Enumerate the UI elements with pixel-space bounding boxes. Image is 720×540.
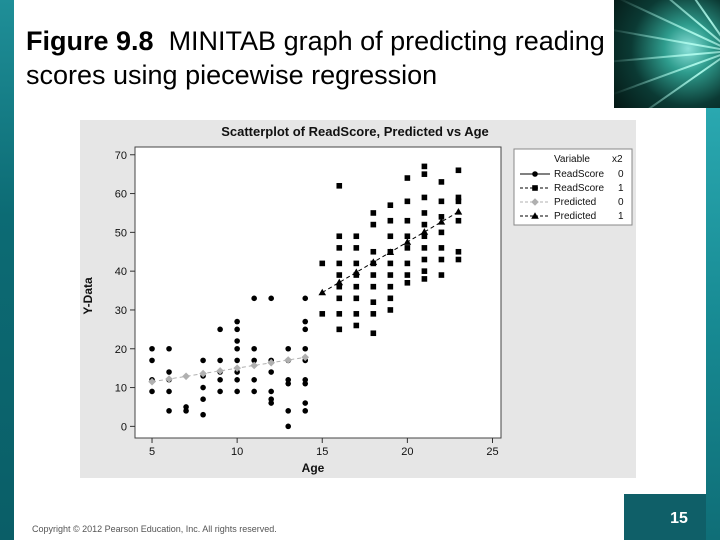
readscore-x2-1-point <box>336 233 342 239</box>
readscore-x2-1-point <box>371 311 377 317</box>
y-tick-label: 40 <box>114 266 127 279</box>
slide-left-accent-bar <box>0 0 14 540</box>
readscore-x2-1-point <box>319 311 325 317</box>
readscore-x2-0-point <box>285 408 291 414</box>
readscore-x2-1-point <box>422 276 428 282</box>
chart-title: Scatterplot of ReadScore, Predicted vs Age <box>221 124 489 139</box>
y-tick-label: 60 <box>114 188 127 201</box>
x-tick-label: 15 <box>316 446 329 458</box>
slide-title <box>26 24 606 92</box>
plot-area <box>135 147 501 438</box>
readscore-x2-1-point <box>388 284 394 290</box>
slide-right-accent-bar <box>706 108 720 540</box>
readscore-x2-1-point <box>405 233 411 239</box>
readscore-x2-0-point <box>251 346 257 352</box>
readscore-x2-1-point <box>371 299 377 305</box>
legend-marker-square <box>532 185 538 191</box>
readscore-x2-0-point <box>268 369 274 375</box>
readscore-x2-1-point <box>336 261 342 267</box>
readscore-x2-0-point <box>285 381 291 387</box>
readscore-x2-0-point <box>217 327 223 333</box>
y-tick-label: 20 <box>114 343 127 356</box>
legend-header-x2: x2 <box>612 154 623 165</box>
readscore-x2-0-point <box>217 389 223 395</box>
legend-entry-x2: 0 <box>618 169 624 180</box>
readscore-x2-1-point <box>371 330 377 336</box>
x-axis-label: Age <box>301 461 325 475</box>
legend-entry-x2: 1 <box>618 183 624 194</box>
readscore-x2-0-point <box>234 358 240 364</box>
readscore-x2-0-point <box>268 389 274 395</box>
readscore-x2-1-point <box>439 199 445 205</box>
readscore-x2-0-point <box>234 327 240 333</box>
readscore-x2-0-point <box>234 346 240 352</box>
readscore-x2-1-point <box>456 257 462 263</box>
readscore-x2-1-point <box>456 218 462 224</box>
readscore-x2-1-point <box>422 268 428 274</box>
readscore-x2-1-point <box>354 296 360 302</box>
readscore-x2-1-point <box>456 167 462 173</box>
readscore-x2-0-point <box>251 377 257 383</box>
x-tick-label: 10 <box>231 446 244 458</box>
readscore-x2-0-point <box>217 377 223 383</box>
readscore-x2-0-point <box>302 408 308 414</box>
readscore-x2-1-point <box>371 210 377 216</box>
x-tick-label: 5 <box>148 446 156 458</box>
readscore-x2-1-point <box>336 311 342 317</box>
readscore-x2-1-point <box>422 257 428 263</box>
readscore-x2-0-point <box>200 396 206 402</box>
legend-entry-label: ReadScore <box>554 169 605 180</box>
readscore-x2-1-point <box>354 261 360 267</box>
chart-panel <box>80 120 636 478</box>
readscore-x2-1-point <box>388 202 394 208</box>
legend-header-variable: Variable <box>554 154 590 165</box>
readscore-x2-0-point <box>149 389 155 395</box>
readscore-x2-0-point <box>251 389 257 395</box>
readscore-x2-0-point <box>302 327 308 333</box>
readscore-x2-0-point <box>234 338 240 344</box>
readscore-x2-1-point <box>354 284 360 290</box>
readscore-x2-0-point <box>166 389 172 395</box>
y-tick-label: 30 <box>114 304 127 317</box>
readscore-x2-1-point <box>354 245 360 251</box>
readscore-x2-1-point <box>388 233 394 239</box>
readscore-x2-1-point <box>354 323 360 329</box>
readscore-x2-0-point <box>200 358 206 364</box>
readscore-x2-1-point <box>405 261 411 267</box>
y-tick-label: 70 <box>114 149 127 162</box>
readscore-x2-0-point <box>234 389 240 395</box>
corner-decorative-image <box>614 0 720 108</box>
readscore-x2-1-point <box>422 171 428 177</box>
readscore-x2-0-point <box>302 400 308 406</box>
chart-legend <box>514 149 632 225</box>
readscore-x2-1-point <box>371 222 377 228</box>
readscore-x2-1-point <box>388 261 394 267</box>
readscore-x2-1-point <box>388 307 394 313</box>
readscore-x2-0-point <box>166 346 172 352</box>
x-tick-label: 25 <box>486 446 499 458</box>
legend-entry-label: ReadScore <box>554 183 605 194</box>
readscore-x2-1-point <box>422 222 428 228</box>
readscore-x2-1-point <box>422 164 428 170</box>
readscore-x2-0-point <box>166 369 172 375</box>
readscore-x2-0-point <box>285 346 291 352</box>
readscore-x2-1-point <box>405 199 411 205</box>
legend-entry-x2: 1 <box>618 211 624 222</box>
readscore-x2-1-point <box>371 284 377 290</box>
readscore-x2-0-point <box>149 346 155 352</box>
readscore-x2-1-point <box>388 296 394 302</box>
readscore-x2-1-point <box>371 272 377 278</box>
readscore-x2-1-point <box>422 245 428 251</box>
scatterplot-chart <box>80 120 636 478</box>
y-tick-label: 0 <box>120 421 127 434</box>
readscore-x2-1-point <box>439 230 445 236</box>
readscore-x2-1-point <box>388 272 394 278</box>
readscore-x2-1-point <box>405 218 411 224</box>
page-number: 15 <box>670 510 688 527</box>
readscore-x2-0-point <box>149 358 155 364</box>
readscore-x2-0-point <box>285 424 291 430</box>
figure-number: Figure 9.8 <box>26 26 154 56</box>
legend-entry-label: Predicted <box>554 197 597 208</box>
x-tick-label: 20 <box>401 446 414 458</box>
readscore-x2-0-point <box>268 400 274 406</box>
readscore-x2-0-point <box>200 412 206 418</box>
copyright-notice: Copyright © 2012 Pearson Education, Inc. All rights reserved. <box>32 524 277 534</box>
readscore-x2-1-point <box>336 327 342 333</box>
readscore-x2-0-point <box>183 408 189 414</box>
readscore-x2-0-point <box>200 385 206 391</box>
readscore-x2-1-point <box>405 272 411 278</box>
readscore-x2-1-point <box>456 249 462 255</box>
readscore-x2-1-point <box>456 199 462 205</box>
readscore-x2-1-point <box>388 218 394 224</box>
readscore-x2-1-point <box>319 261 325 267</box>
y-tick-label: 10 <box>114 382 127 395</box>
y-axis-label: Y-Data <box>81 277 95 315</box>
readscore-x2-1-point <box>439 257 445 263</box>
readscore-x2-1-point <box>439 179 445 185</box>
figure-caption: MINITAB graph of predicting reading scores using piecewise regression <box>26 26 605 90</box>
readscore-x2-1-point <box>336 183 342 189</box>
y-tick-label: 50 <box>114 227 127 240</box>
readscore-x2-1-point <box>439 245 445 251</box>
readscore-x2-1-point <box>354 233 360 239</box>
legend-marker-circle <box>532 171 538 177</box>
readscore-x2-0-point <box>302 346 308 352</box>
readscore-x2-0-point <box>268 296 274 302</box>
readscore-x2-0-point <box>234 377 240 383</box>
readscore-x2-1-point <box>405 280 411 286</box>
readscore-x2-1-point <box>422 210 428 216</box>
readscore-x2-0-point <box>251 296 257 302</box>
readscore-x2-0-point <box>302 296 308 302</box>
readscore-x2-0-point <box>234 319 240 325</box>
readscore-x2-1-point <box>439 272 445 278</box>
readscore-x2-1-point <box>336 245 342 251</box>
readscore-x2-1-point <box>405 175 411 181</box>
readscore-x2-1-point <box>405 245 411 251</box>
readscore-x2-1-point <box>336 272 342 278</box>
readscore-x2-1-point <box>422 195 428 201</box>
readscore-x2-1-point <box>354 311 360 317</box>
readscore-x2-0-point <box>166 408 172 414</box>
legend-entry-label: Predicted <box>554 211 597 222</box>
readscore-x2-1-point <box>371 249 377 255</box>
readscore-x2-1-point <box>336 296 342 302</box>
readscore-x2-0-point <box>302 319 308 325</box>
legend-entry-x2: 0 <box>618 197 624 208</box>
readscore-x2-0-point <box>217 358 223 364</box>
readscore-x2-0-point <box>302 381 308 387</box>
